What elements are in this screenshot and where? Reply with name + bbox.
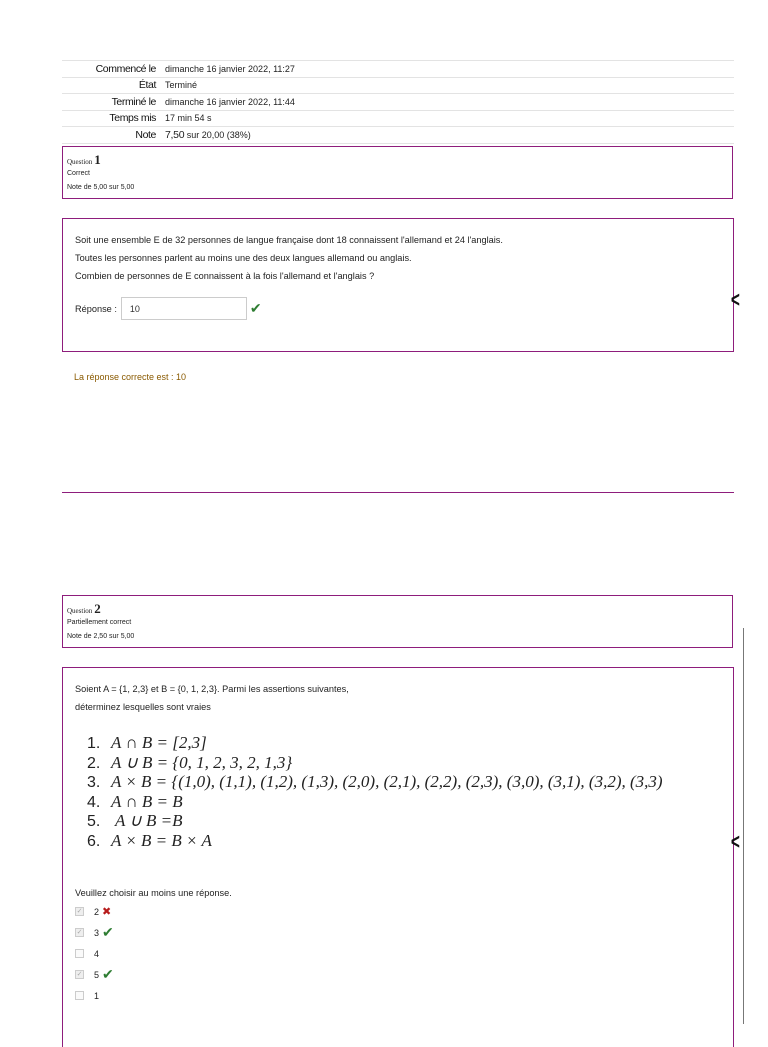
check-icon: ✔	[102, 924, 114, 940]
question-2-content	[62, 667, 734, 1047]
divider	[62, 492, 734, 493]
question-label: Question	[67, 607, 93, 615]
question-text-line: Toutes les personnes parlent au moins une des deux langues allemand ou anglais.	[75, 253, 412, 263]
check-icon: ✔	[249, 300, 262, 316]
grade-value: 7,50	[165, 128, 185, 141]
question-text-line: Soient A = {1, 2,3} et B = {0, 1, 2,3}. Parmi les assertions suivantes,	[75, 684, 349, 694]
checkbox[interactable]	[75, 949, 84, 958]
question-text-line: Soit une ensemble E de 32 personnes de langue française dont 18 connaissent l'allemand et 24 l'anglais.	[75, 235, 503, 245]
question-label: Question	[67, 158, 93, 166]
attempt-summary	[62, 60, 734, 144]
option-item: 1	[75, 985, 721, 1006]
assertion-item: 2. A ∪ B = {0, 1, 2, 3, 2, 1,3}	[87, 752, 293, 772]
chevron-left-icon[interactable]: <	[731, 829, 741, 854]
option-item: 4	[75, 943, 721, 964]
assertion-item: 4. A ∩ B = B	[87, 791, 183, 811]
correct-answer-feedback: La réponse correcte est : 10	[74, 372, 187, 382]
question-status: Correct	[67, 170, 90, 177]
question-1-info	[62, 146, 733, 199]
checkbox[interactable]: ✓	[76, 971, 83, 978]
question-text-line: Combien de personnes de E connaissent à la fois l'allemand et l'anglais ?	[75, 271, 375, 281]
summary-row-started: Commencé le dimanche 16 janvier 2022, 11:27	[62, 60, 734, 77]
check-icon: ✔	[102, 966, 114, 982]
question-status: Partiellement correct	[67, 619, 132, 626]
assertion-item: 5. A ∪ B =B	[87, 811, 183, 830]
assertion-item: 6. A × B = B × A	[87, 830, 212, 850]
answer-input[interactable]: 10	[121, 297, 247, 320]
answer-label: Réponse :	[75, 303, 117, 314]
question-number: 1	[94, 152, 101, 167]
option-item: ✓ 5 ✔	[76, 966, 114, 982]
question-number: 2	[94, 601, 101, 616]
option-item: ✓ 2 ✖	[76, 906, 112, 918]
summary-row-state: État Terminé	[62, 77, 734, 94]
assertion-item: 1. A ∩ B = [2,3]	[87, 733, 207, 752]
summary-row-time-taken: Temps mis 17 min 54 s	[62, 110, 734, 127]
question-grade: Note de 5,00 sur 5,00	[67, 184, 135, 191]
question-2-info	[62, 595, 733, 648]
checkbox[interactable]	[75, 991, 84, 1000]
summary-row-completed: Terminé le dimanche 16 janvier 2022, 11:44	[62, 93, 734, 110]
assertion-item: 3. A × B = {(1,0), (1,1), (1,2), (1,3), (2,0), (2,1), (2,2), (2,3), (3,0), (3,1), (3,2), (3,3)	[87, 772, 663, 791]
checkbox[interactable]: ✓	[76, 908, 83, 915]
instruction: Veuillez choisir au moins une réponse.	[75, 888, 232, 898]
answer-row	[75, 297, 721, 320]
checkbox[interactable]: ✓	[76, 929, 83, 936]
question-1-content	[62, 218, 734, 352]
assertion-list	[75, 734, 721, 851]
scrollbar[interactable]	[743, 628, 744, 1024]
cross-icon: ✖	[102, 906, 112, 918]
chevron-left-icon[interactable]: <	[731, 287, 741, 312]
summary-row-grade: Note 7,50 sur 20,00 (38%)	[62, 126, 734, 144]
question-grade: Note de 2,50 sur 5,00	[67, 633, 135, 640]
option-item: ✓ 3 ✔	[76, 924, 114, 940]
question-text-line: déterminez lesquelles sont vraies	[75, 702, 211, 712]
